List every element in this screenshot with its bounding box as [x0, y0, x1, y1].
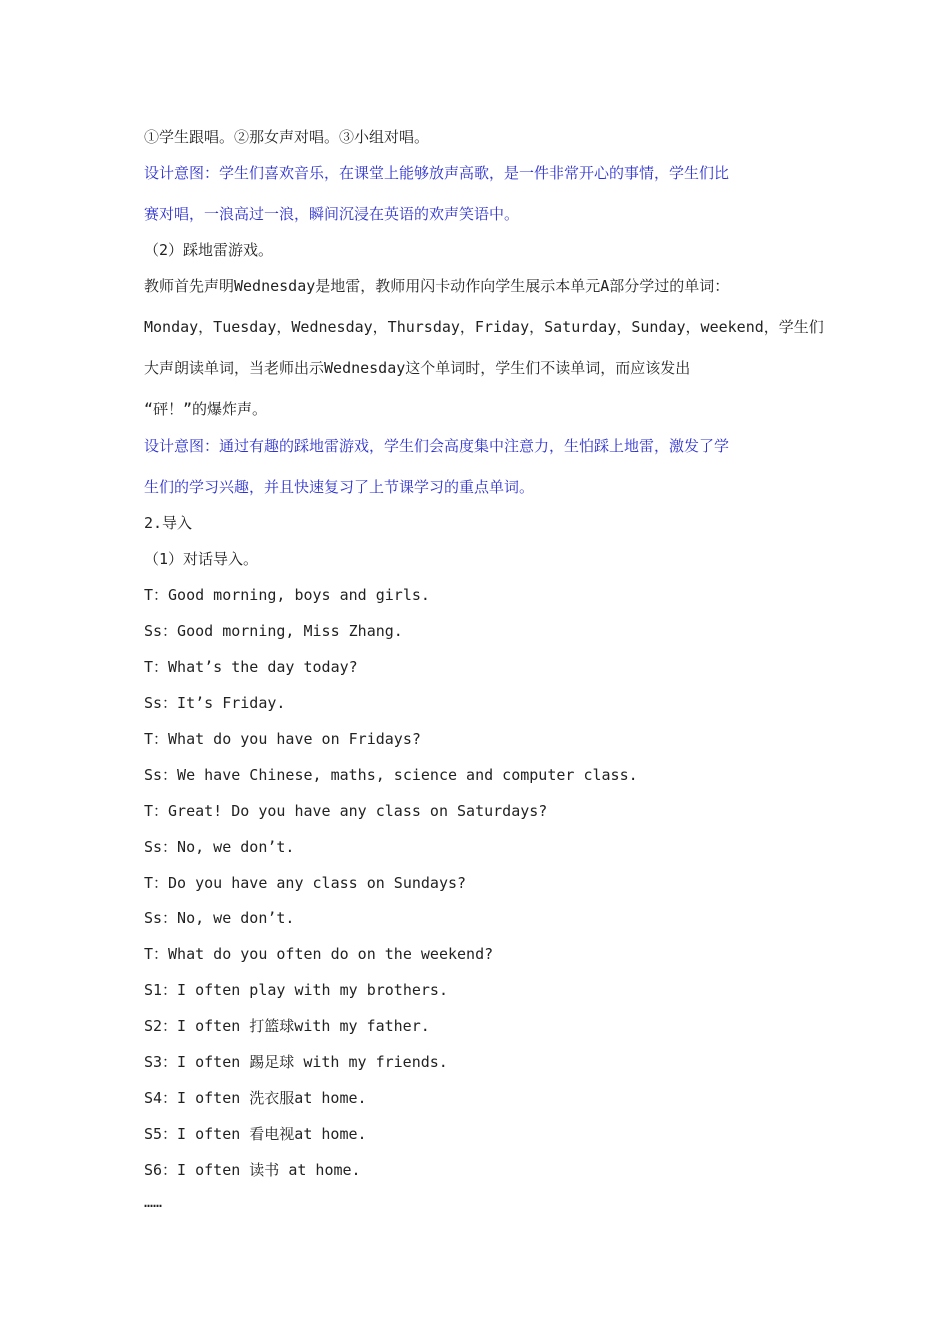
dialogue-line: S4：I often 洗衣服at home. — [144, 1089, 367, 1107]
dialogue-line: T：What do you have on Fridays? — [144, 730, 421, 748]
dialogue-line: T：What’s the day today? — [144, 658, 358, 676]
design-intent-line: 设计意图：通过有趣的踩地雷游戏，学生们会高度集中注意力，生怕踩上地雷，激发了学 — [144, 437, 730, 455]
dialogue-line: Ss：No, we don’t. — [144, 838, 295, 856]
dialogue-line: S2：I often 打篮球with my father. — [144, 1017, 430, 1035]
paragraph-line: 大声朗读单词，当老师出示Wednesday这个单词时，学生们不读单词，而应该发出 — [144, 359, 691, 377]
design-intent-line: 赛对唱，一浪高过一浪，瞬间沉浸在英语的欢声笑语中。 — [144, 205, 520, 223]
dialogue-line: Ss：It’s Friday. — [144, 694, 286, 712]
dialogue-line: Ss：No, we don’t. — [144, 909, 295, 927]
paragraph-line: Monday，Tuesday，Wednesday，Thursday，Friday，Saturday，Sunday，weekend，学生们 — [144, 318, 824, 336]
dialogue-line: S3：I often 踢足球 with my friends. — [144, 1053, 448, 1071]
dialogue-line: T：What do you often do on the weekend? — [144, 945, 494, 963]
dialogue-line: Ss：Good morning, Miss Zhang. — [144, 622, 403, 640]
dialogue-line: Ss：We have Chinese, maths, science and computer class. — [144, 766, 638, 784]
design-intent-line: 生们的学习兴趣，并且快速复习了上节课学习的重点单词。 — [144, 478, 535, 496]
design-intent-line: 设计意图：学生们喜欢音乐，在课堂上能够放声高歌，是一件非常开心的事情，学生们比 — [144, 164, 730, 182]
section-heading: （2）踩地雷游戏。 — [144, 241, 274, 259]
paragraph-line: 教师首先声明Wednesday是地雷，教师用闪卡动作向学生展示本单元A部分学过的单词： — [144, 277, 730, 295]
dialogue-line: S1：I often play with my brothers. — [144, 981, 448, 999]
dialogue-line: T：Good morning, boys and girls. — [144, 586, 430, 604]
dialogue-line: T：Do you have any class on Sundays? — [144, 874, 467, 892]
dialogue-line: S5：I often 看电视at home. — [144, 1125, 367, 1143]
paragraph-line: “砰！”的爆炸声。 — [144, 400, 268, 418]
section-heading: （1）对话导入。 — [144, 550, 259, 568]
section-heading: 2.导入 — [144, 514, 193, 532]
activity-steps-line: ①学生跟唱。②那女声对唱。③小组对唱。 — [144, 128, 430, 146]
ellipsis: …… — [144, 1193, 163, 1211]
dialogue-line: T：Great! Do you have any class on Saturdays? — [144, 802, 548, 820]
dialogue-line: S6：I often 读书 at home. — [144, 1161, 361, 1179]
